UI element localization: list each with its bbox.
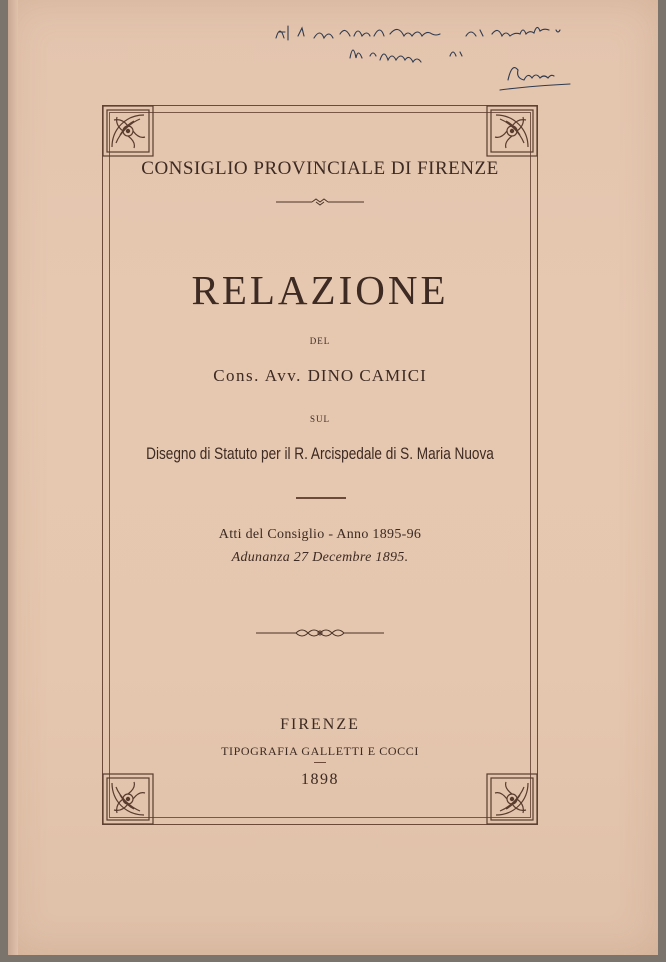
author-line xyxy=(0,366,640,386)
corner-ornament-top-right xyxy=(486,105,538,157)
divider-rule xyxy=(296,497,346,499)
del-label: DEL xyxy=(309,336,331,346)
printer-line: TIPOGRAFIA GALLETTI E COCCI xyxy=(221,744,419,758)
sul-label: SUL xyxy=(309,414,330,424)
ornamental-rule-bottom xyxy=(256,626,384,640)
document-title: RELAZIONE xyxy=(191,267,449,313)
inner-frame-border xyxy=(109,112,531,818)
author-prefix: Cons. Avv. xyxy=(213,366,302,385)
tiny-dash xyxy=(314,762,326,763)
handwritten-inscription xyxy=(270,8,630,98)
session-line: Adunanza 27 Decembre 1895. xyxy=(231,550,409,565)
acts-line: Atti del Consiglio - Anno 1895-96 xyxy=(218,527,422,542)
author-name: DINO CAMICI xyxy=(307,366,427,385)
subject-line: Disegno di Statuto per il R. Arcispedale di S. Maria Nuova xyxy=(146,444,494,463)
year-line: 1898 xyxy=(301,771,339,788)
city-line: FIRENZE xyxy=(280,716,360,733)
council-heading: CONSIGLIO PROVINCIALE DI FIRENZE xyxy=(141,158,499,179)
cover-spine-edge xyxy=(8,0,18,955)
ornamental-rule-top xyxy=(276,194,364,204)
corner-ornament-top-left xyxy=(102,105,154,157)
